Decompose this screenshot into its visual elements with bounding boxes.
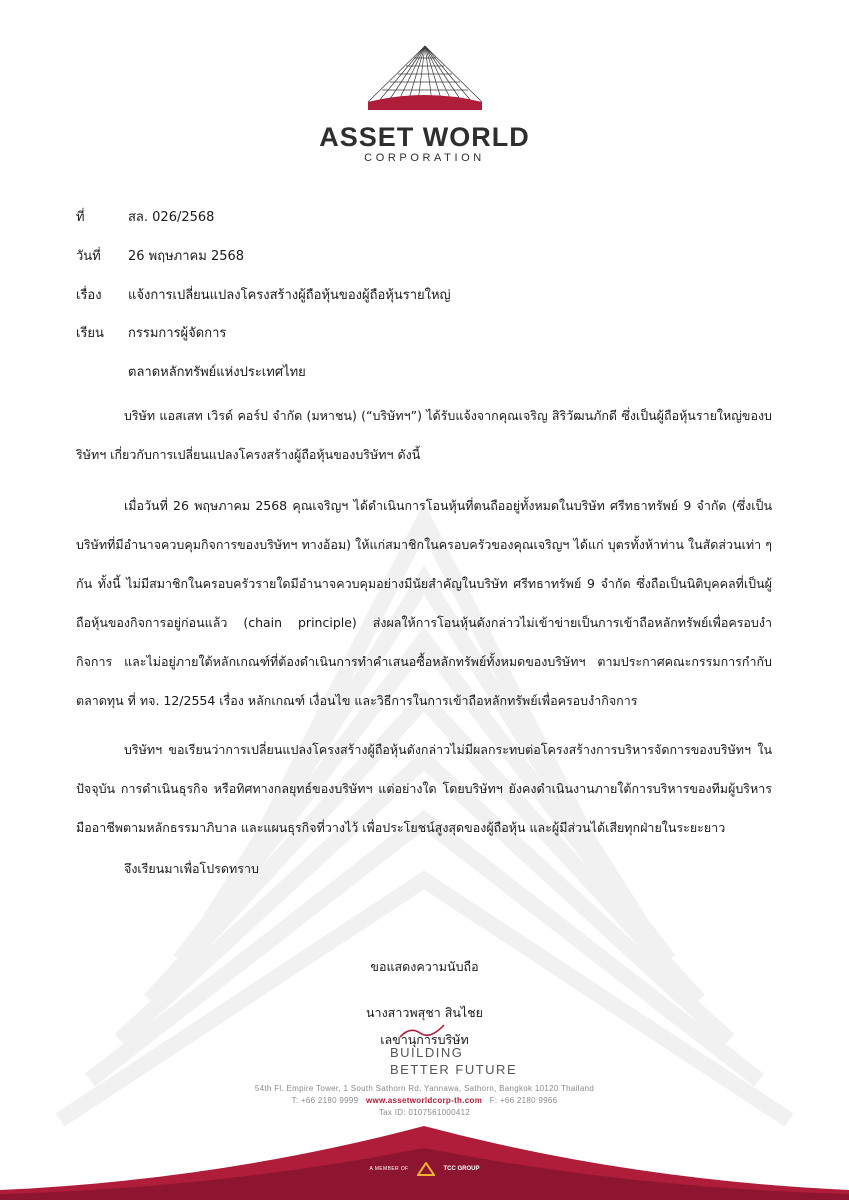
tagline-line-2: BETTER FUTURE [390, 1062, 518, 1077]
footer-phone: T: +66 2180 9999 [291, 1096, 359, 1105]
date-label: วันที่ [76, 249, 101, 264]
company-name: ASSET WORLD [319, 122, 530, 152]
member-badge [0, 1160, 849, 1178]
closing-line: จึงเรียนมาเพื่อโปรดทราบ [124, 861, 259, 876]
footer-contact [0, 1096, 849, 1105]
recipient-line-2: ตลาดหลักทรัพย์แห่งประเทศไทย [128, 365, 306, 380]
ref-value: สล. 026/2568 [128, 210, 215, 225]
subject-value: แจ้งการเปลี่ยนแปลงโครงสร้างผู้ถือหุ้นของผู้ถือหุ้นรายใหญ่ [128, 288, 451, 303]
member-group: TCC GROUP [443, 1165, 480, 1172]
body-paragraph-1: บริษัท แอสเสท เวิรด์ คอร์ป จำกัด (มหาชน) (“บริษัทฯ”) ได้รับแจ้งจากคุณเจริญ สิริวัฒนภักดี ซึ่งเป็นผู้ถือหุ้นรายใหญ่ของบริษัทฯ เกี่ยวกับการเปลี่ยนแปลงโครงสร้างผู้ถือหุ้นของบริษัทฯ ดังนี้ [76, 408, 772, 462]
subject-label: เรื่อง [76, 288, 102, 303]
member-prefix: A MEMBER OF [369, 1165, 409, 1172]
tagline-line-1: BUILDING [390, 1045, 464, 1060]
company-subtitle: CORPORATION [364, 152, 485, 164]
signatory-title: เลขานุการบริษัท [380, 1032, 469, 1047]
ref-label: ที่ [76, 210, 85, 225]
recipient-line-1: กรรมการผู้จัดการ [128, 326, 227, 341]
footer-address: 54th Fl. Empire Tower, 1 South Sathorn Rd, Yannawa, Sathorn, Bangkok 10120 Thailand [254, 1084, 595, 1093]
regards-text: ขอแสดงความนับถือ [370, 959, 479, 974]
body-paragraph-2: เมื่อวันที่ 26 พฤษภาคม 2568 คุณเจริญฯ ได้ดำเนินการโอนหุ้นที่ตนถืออยู่ทั้งหมดในบริษัท ศรีทธาทรัพย์ 9 จำกัด (ซึ่งเป็นบริษัทที่มีอำนาจควบคุมกิจการของบริษัทฯ ทางอ้อม) ให้แก่สมาชิกในครอบครัวของคุณเจริญฯ ได้แก่ บุตรทั้งห้าท่าน ในสัดส่วนเท่า ๆ กัน ทั้งนี้ ไม่มีสมาชิกในครอบครัวรายใดมีอำนาจควบคุมอย่างมีนัยสำคัญในบริษัท ศรีทธาทรัพย์ 9 จำกัด ซึ่งถือเป็นนิติบุคคลที่เป็นผู้ถือหุ้นของกิจการอยู่ก่อนแล้ว (chain principle) ส่งผลให้การโอนหุ้นดังกล่าวไม่เข้าข่ายเป็นการเข้าถือหลักทรัพย์เพื่อครอบงำกิจการ และไม่อยู่ภายใต้หลักเกณฑ์ที่ต้องดำเนินการทำคำเสนอซื้อหลักทรัพย์ทั้งหมดของบริษัทฯ ตามประกาศคณะกรรมการกำกับตลาดทุน ที่ ทจ. 12/2554 เรื่อง หลักเกณฑ์ เงื่อนไข และวิธีการในการเข้าถือหลักทรัพย์เพื่อครอบงำกิจการ [76, 498, 772, 708]
footer-tax-id: Tax ID: 0107561000412 [378, 1108, 471, 1117]
body-paragraph-3: บริษัทฯ ขอเรียนว่าการเปลี่ยนแปลงโครงสร้างผู้ถือหุ้นดังกล่าวไม่มีผลกระทบต่อโครงสร้างการบริหารจัดการของบริษัทฯ ในปัจจุบัน การดำเนินธุรกิจ หรือทิศทางกลยุทธ์ของบริษัทฯ แต่อย่างใด โดยบริษัทฯ ยังคงดำเนินงานภายใต้การบริหารของทีมผู้บริหารมืออาชีพตามหลักธรรมาภิบาล และแผนธุรกิจที่วางไว้ เพื่อประโยชน์สูงสุดของผู้ถือหุ้น และผู้มีส่วนได้เสียทุกฝ่ายในระยะยาว [76, 742, 772, 835]
recipient-label: เรียน [76, 326, 104, 341]
footer-website-link[interactable]: www.assetworldcorp-th.com [366, 1096, 483, 1105]
tcc-triangle-icon [417, 1162, 435, 1176]
footer-fax: F: +66 2180 9966 [489, 1096, 558, 1105]
company-logo-icon [364, 44, 486, 112]
signatory-name: นางสาวพสุชา สินไชย [366, 1005, 483, 1020]
date-value: 26 พฤษภาคม 2568 [128, 249, 245, 264]
